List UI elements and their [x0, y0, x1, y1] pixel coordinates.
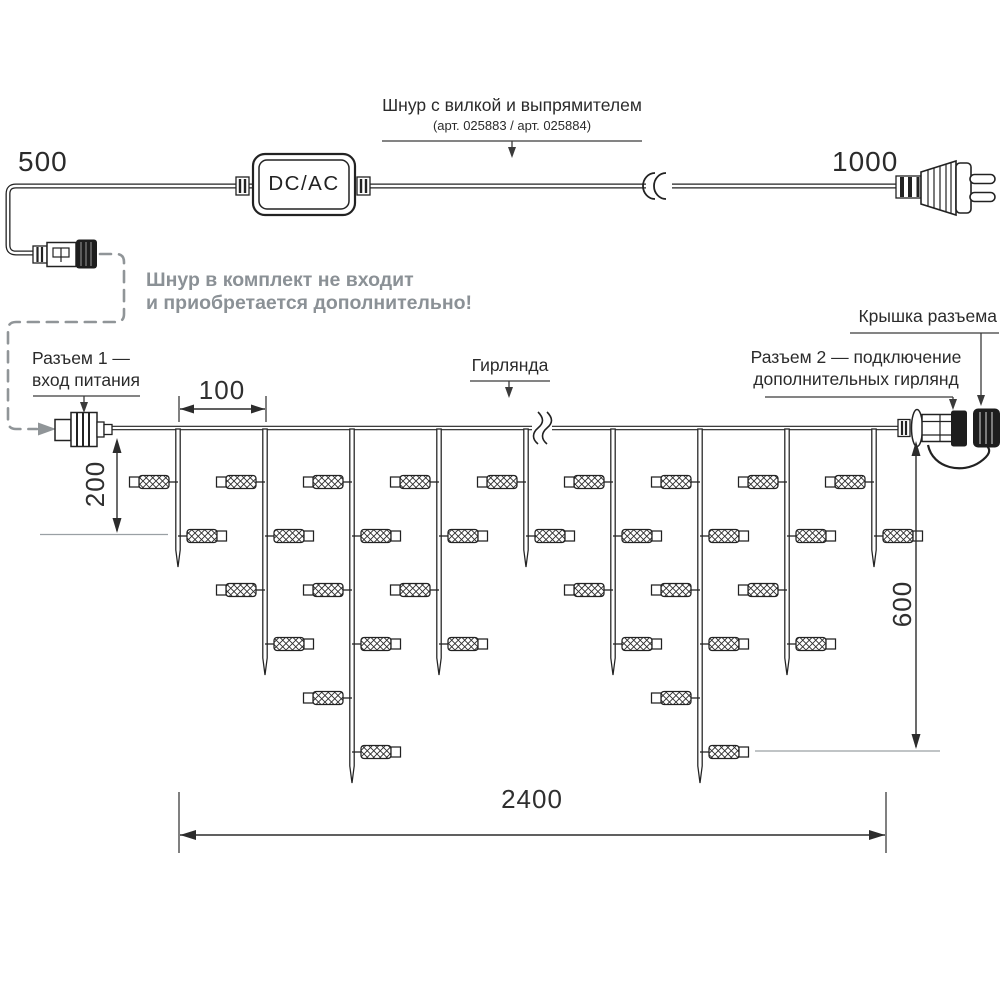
length-500-label: 500 [18, 146, 68, 177]
light-bulb-icon [439, 530, 488, 543]
icicle-strand [739, 429, 836, 675]
callout-connector2 [765, 397, 957, 410]
light-bulb-icon [613, 638, 662, 651]
dim-200-label: 200 [80, 460, 110, 508]
cord-break-icon [643, 173, 672, 199]
wire-break-icon [532, 412, 552, 444]
callout-cord-title [382, 141, 642, 158]
light-bulb-icon [178, 530, 227, 543]
light-bulb-icon [265, 530, 314, 543]
light-bulb-icon [391, 584, 440, 597]
light-bulb-icon [700, 638, 749, 651]
dashed-connection-path [8, 254, 124, 436]
light-bulb-icon [265, 638, 314, 651]
garland-assembly [55, 409, 1000, 784]
icicle-strand [217, 429, 314, 675]
light-bulb-icon [739, 476, 788, 489]
cord-title-block [332, 95, 692, 133]
connector2-label-line2: дополнительных гирлянд [753, 368, 959, 389]
light-bulb-icon [304, 584, 353, 597]
cord-note-line1: Шнур в комплект не входит [146, 269, 414, 291]
connector1-icon [55, 413, 112, 447]
light-bulb-icon [739, 584, 788, 597]
power-plug-icon [896, 161, 995, 215]
light-bulb-icon [478, 476, 527, 489]
light-bulb-icon [526, 530, 575, 543]
connector2-label [746, 347, 966, 390]
cord-note [146, 269, 472, 315]
light-bulb-icon [565, 476, 614, 489]
light-bulb-icon [304, 692, 353, 705]
icicle-strand [130, 429, 227, 567]
dcac-left-connector-icon [236, 177, 249, 195]
light-bulb-icon [352, 530, 401, 543]
light-bulb-icon [613, 530, 662, 543]
light-bulb-icon [652, 476, 701, 489]
cap-label: Крышка разъема [858, 306, 997, 326]
light-bulb-icon [352, 638, 401, 651]
light-bulb-icon [826, 476, 875, 489]
connector-cap-icon [973, 409, 1000, 448]
light-bulb-icon [787, 638, 836, 651]
dim-600-label: 600 [887, 580, 917, 628]
connector1-label-line2: вход питания [32, 369, 140, 390]
dcac-right-connector-icon [357, 177, 370, 195]
light-bulb-icon [439, 638, 488, 651]
light-bulb-icon [700, 530, 749, 543]
dim-2400-label: 2400 [501, 784, 563, 814]
dim-100-label: 100 [198, 375, 246, 405]
dashed-arrowhead-icon [38, 423, 56, 436]
light-bulb-icon [700, 746, 749, 759]
cord-connector-icon [33, 240, 97, 269]
icicle-strand [565, 429, 662, 675]
light-bulb-icon [130, 476, 179, 489]
garland-label: Гирлянда [471, 355, 549, 375]
garland-strands [130, 429, 923, 783]
length-1000-label: 1000 [832, 146, 899, 177]
callout-connector1 [33, 396, 140, 413]
light-bulb-icon [652, 692, 701, 705]
light-bulb-icon [874, 530, 923, 543]
icicle-strand [391, 429, 488, 675]
light-bulb-icon [217, 476, 266, 489]
light-bulb-icon [565, 584, 614, 597]
icicle-strand [304, 429, 401, 783]
callout-garland [470, 381, 550, 398]
light-bulb-icon [391, 476, 440, 489]
light-bulb-icon [652, 584, 701, 597]
cord-title: Шнур с вилкой и выпрямителем [382, 95, 642, 115]
light-bulb-icon [217, 584, 266, 597]
light-bulb-icon [787, 530, 836, 543]
connector1-label-line1: Разъем 1 — [32, 348, 130, 368]
icicle-strand [652, 429, 749, 783]
light-bulb-icon [352, 746, 401, 759]
connector1-label [32, 348, 140, 391]
icicle-strand [826, 429, 923, 567]
connector2-label-line1: Разъем 2 — подключение [750, 347, 962, 367]
cord-subtitle: (арт. 025883 / арт. 025884) [432, 118, 592, 133]
cap-tether [928, 445, 989, 468]
icicle-strand [478, 429, 575, 567]
light-bulb-icon [304, 476, 353, 489]
dcac-label: DC/AC [268, 172, 340, 195]
cord-note-line2: и приобретается дополнительно! [146, 292, 473, 314]
